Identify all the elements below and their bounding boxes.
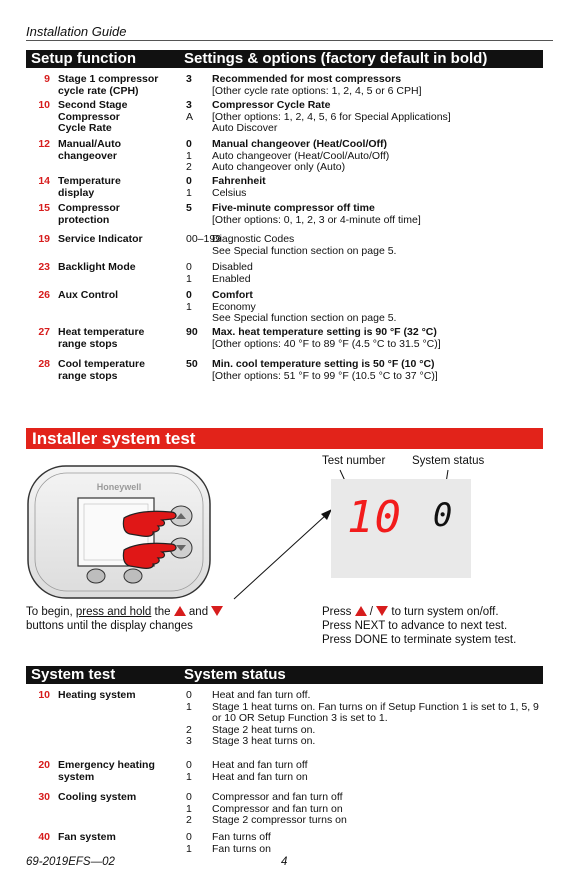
option-code: 1 [186,802,192,815]
test-number-label: Test number [322,455,386,467]
option-code: 50 [186,358,198,370]
option-text: [Other options: 40 °F to 89 °F (4.5 °C to 31.5 °C)] [212,337,441,350]
row-options [212,290,547,325]
option-code: 3 [186,99,192,111]
row-name-line: Emergency heating [58,759,155,771]
row-options [212,176,547,199]
row-name-line: display [58,186,95,199]
option-text: Heat and fan turn off. [212,689,311,701]
systest-col2-label: System status [184,666,286,683]
option-code: 0 [186,759,192,771]
row-name [58,234,183,246]
lcd-display-panel [331,479,471,578]
option-code: 1 [186,300,192,313]
option-text: Celsius [212,186,247,199]
option-text: Stage 3 heat turns on. [212,735,316,747]
option-text: See Special function section on page 5. [212,312,397,324]
row-name-line: Heat temperature [58,326,145,338]
option-text: [Other options: 51 °F to 99 °F (10.5 °C to 37 °C)] [212,369,438,382]
up-arrow-icon [174,606,186,616]
option-text: [Other options: 0, 1, 2, 3 or 4-minute off time] [212,213,421,226]
row-codes [186,233,222,246]
down-arrow-icon [211,606,223,616]
option-code: 5 [186,202,192,214]
document-number: 69-2019EFS—02 [26,856,115,868]
row-options [212,100,547,135]
option-text: [Other cycle rate options: 1, 2, 4, 5 or 6 CPH] [212,84,422,97]
row-name-line: Aux Control [58,289,119,301]
begin-instructions: To begin, press and hold the and buttons until the display changes [26,605,286,633]
option-code: 1 [186,149,192,162]
option-text: Stage 2 compressor turns on [212,814,347,826]
row-options [212,832,547,855]
option-code: 90 [186,326,198,338]
row-name-line: Cooling system [58,791,137,803]
option-code: 2 [186,161,192,173]
row-name-line: system [58,770,95,783]
row-name [58,832,183,844]
row-name-line: changeover [58,149,117,162]
row-name-line: protection [58,213,110,226]
pointer-arrow [228,505,338,605]
row-number: 15 [38,202,50,214]
row-number: 10 [38,99,50,111]
row-options [212,234,547,257]
down-arrow-icon [376,606,388,616]
row-name [58,792,183,804]
row-codes [186,832,210,855]
row-name-line: cycle rate (CPH) [58,84,139,97]
row-number: 19 [38,233,50,245]
option-code: 2 [186,723,192,736]
row-options [212,760,547,783]
row-codes [186,359,210,371]
row-number: 12 [38,138,50,150]
row-name [58,100,183,135]
row-name [58,690,183,702]
row-codes [186,203,210,215]
option-code: 0 [186,261,192,273]
row-name-line: Backlight Mode [58,261,136,273]
row-name [58,262,183,274]
row-number: 20 [38,759,50,771]
row-number: 23 [38,261,50,273]
row-name [58,290,183,302]
systest-table-header [26,666,543,684]
row-codes [186,262,210,285]
option-code: 1 [186,770,192,783]
option-text: Fahrenheit [212,175,266,187]
option-text: [Other options: 1, 2, 4, 5, 6 for Special Applications] [212,110,451,123]
option-text: Heat and fan turn off [212,759,308,771]
row-codes [186,792,210,827]
page-number: 4 [281,856,288,868]
option-text: Economy [212,300,256,313]
row-codes [186,327,210,339]
row-options [212,262,547,285]
setup-col1-label: Setup function [31,50,136,67]
row-codes [186,139,210,174]
system-status-display: 0 [433,496,453,534]
setup-table-header [26,50,543,68]
option-code: A [186,110,194,123]
option-text: Auto changeover (Heat/Cool/Auto/Off) [212,149,390,162]
installer-test-title: Installer system test [32,429,196,448]
row-codes [186,690,210,748]
option-text: Fan turns off [212,831,271,843]
option-code: 3 [186,735,192,747]
thermostat-left-button[interactable] [87,569,105,583]
row-name-line: range stops [58,369,118,382]
row-number: 9 [44,73,50,85]
option-code: 0 [186,831,192,843]
option-text: Heat and fan turn on [212,770,308,783]
row-codes [186,176,210,199]
option-text: Stage 2 heat turns on. [212,723,316,736]
row-number: 40 [38,831,50,843]
row-options [212,359,547,382]
header-rule [26,40,553,41]
row-number: 27 [38,326,50,338]
option-code: 1 [186,272,192,285]
option-text: Compressor and fan turn on [212,802,343,815]
option-code: 0 [186,689,192,701]
thermostat-illustration [26,462,216,602]
row-name-line: Service Indicator [58,233,143,245]
system-test-instructions: Press / to turn system on/off. Press NEXT to advance to next test. Press DONE to terminate system test. [322,606,517,646]
row-name-line: Cycle Rate [58,122,112,134]
option-text: Auto changeover only (Auto) [212,161,346,173]
option-text: Manual changeover (Heat/Cool/Off) [212,138,388,150]
option-code: 0 [186,138,192,150]
option-text: Max. heat temperature setting is 90 °F (32 °C) [212,326,437,338]
option-text: Fan turns on [212,842,271,855]
option-text: Diagnostic Codes [212,233,295,245]
test-number-display: 10 [347,492,402,543]
honeywell-logo: Honeywell [96,482,142,492]
row-options [212,203,547,226]
row-number: 30 [38,791,50,803]
option-text: Enabled [212,272,251,285]
option-text: Auto Discover [212,122,278,134]
option-text: Compressor and fan turn off [212,791,343,803]
option-text: Recommended for most compressors [212,73,402,85]
setup-col2-label: Settings & options (factory default in bold) [184,50,488,67]
row-name-line: Compressor [58,202,120,214]
option-text: Stage 1 heat turns on. Fan turns on if Setup Function 1 is set to 1, 5, 9 or 10 OR Setup Function 3 is set to 1. [212,700,539,724]
row-name-line: Compressor [58,110,120,123]
row-name-line: Fan system [58,831,116,843]
row-name [58,74,183,97]
row-codes [186,74,210,86]
row-options [212,792,547,827]
option-text: See Special function section on page 5. [212,244,397,257]
option-code: 00–199 [186,233,222,245]
option-code: 1 [186,186,192,199]
row-options [212,74,547,97]
row-name [58,203,183,226]
row-name [58,359,183,382]
system-status-label: System status [412,455,485,467]
row-options [212,139,547,174]
option-code: 0 [186,791,192,803]
row-options [212,690,547,748]
option-text: Disabled [212,261,253,273]
row-codes [186,100,210,123]
option-code: 2 [186,814,192,826]
row-name-line: Manual/Auto [58,138,121,150]
row-number: 14 [38,175,50,187]
up-arrow-icon [355,606,367,616]
row-options [212,327,547,350]
row-name-line: Heating system [58,689,136,701]
row-name [58,176,183,199]
row-number: 10 [38,689,50,701]
option-code: 3 [186,73,192,85]
page-header: Installation Guide [26,24,127,39]
systest-col1-label: System test [31,666,116,683]
row-name-line: Stage 1 compressor [58,73,159,85]
row-codes [186,760,210,783]
option-code: 0 [186,289,192,301]
option-text: Comfort [212,289,253,301]
option-text: Min. cool temperature setting is 50 °F (10 °C) [212,358,435,370]
row-name-line: Cool temperature [58,358,145,370]
row-number: 26 [38,289,50,301]
option-code: 0 [186,175,192,187]
row-name-line: range stops [58,337,118,350]
row-name-line: Second Stage [58,99,128,111]
row-codes [186,290,210,313]
row-name [58,760,183,783]
option-code: 1 [186,700,192,713]
installer-test-banner [26,428,543,449]
row-number: 28 [38,358,50,370]
row-name [58,327,183,350]
thermostat-right-button[interactable] [124,569,142,583]
row-name [58,139,183,162]
option-code: 1 [186,842,192,855]
row-name-line: Temperature [58,175,121,187]
option-text: Compressor Cycle Rate [212,99,331,111]
option-text: Five-minute compressor off time [212,202,375,214]
